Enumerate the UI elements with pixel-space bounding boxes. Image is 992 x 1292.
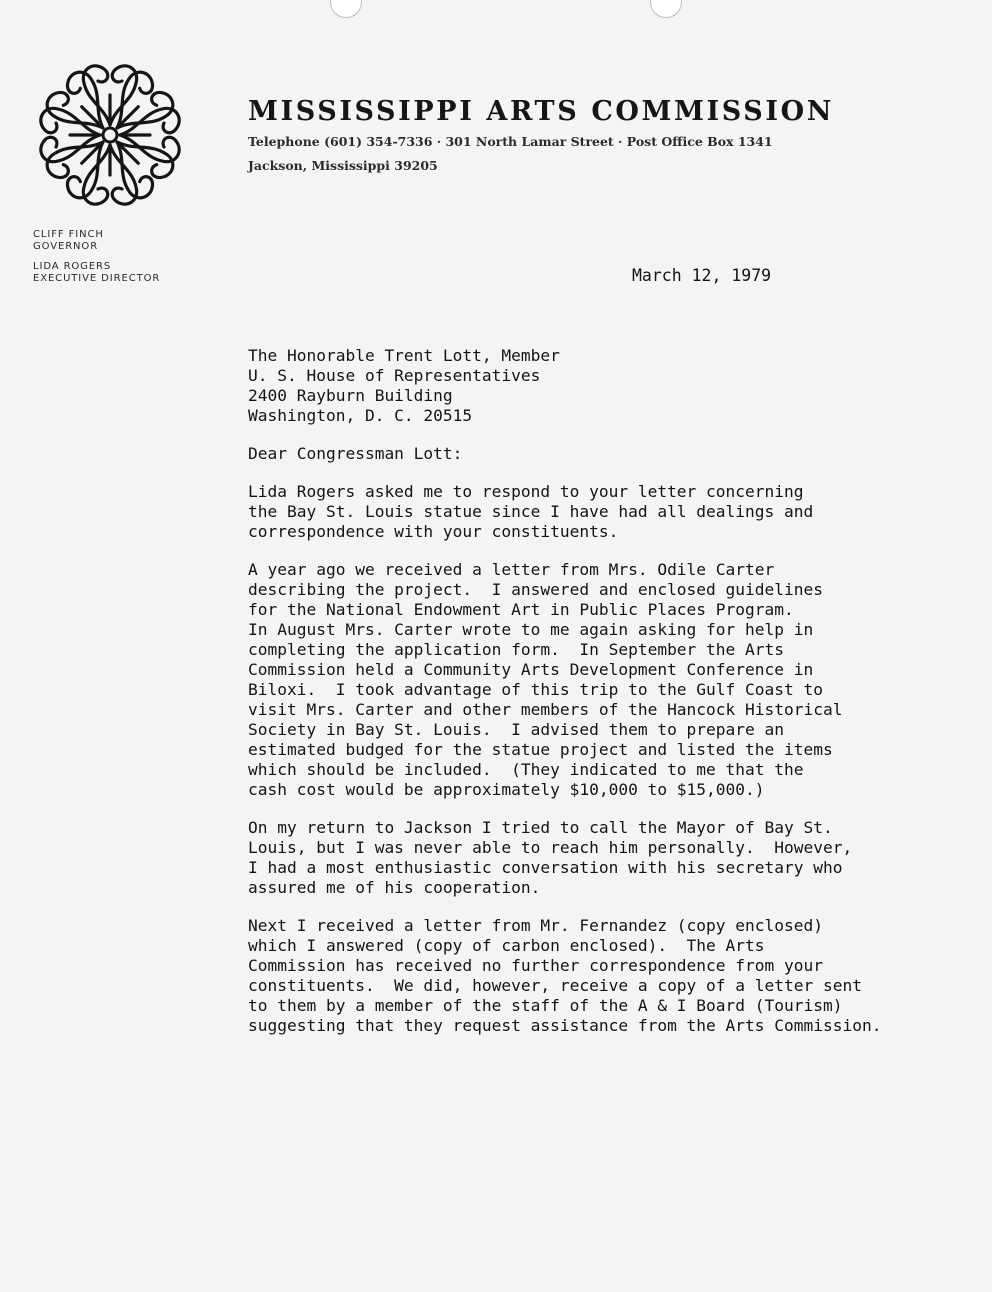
body-line: On my return to Jackson I tried to call the Mayor of Bay St.	[248, 818, 833, 837]
body-paragraph	[248, 916, 953, 1036]
body-paragraph	[248, 818, 953, 898]
body-line: visit Mrs. Carter and other members of the Hancock Historical	[248, 700, 843, 719]
letter-date: March 12, 1979	[632, 266, 772, 285]
inside-address-line: Washington, D. C. 20515	[248, 406, 473, 425]
salutation-line: Dear Congressman Lott:	[248, 444, 463, 463]
director-title: EXECUTIVE DIRECTOR	[33, 273, 161, 284]
punch-hole-right	[650, 0, 682, 18]
body-line: suggesting that they request assistance from the Arts Commission.	[248, 1016, 882, 1035]
body-line: cash cost would be approximately $10,000 to $15,000.)	[248, 780, 765, 799]
inside-address-line: U. S. House of Representatives	[248, 366, 541, 385]
body-line: correspondence with your constituents.	[248, 522, 619, 541]
body-line: completing the application form. In September the Arts	[248, 640, 785, 659]
governor-name: CLIFF FINCH	[33, 229, 104, 240]
officers-block	[33, 229, 160, 285]
body-line: assured me of his cooperation.	[248, 878, 541, 897]
body-line: Lida Rogers asked me to respond to your letter concerning	[248, 482, 804, 501]
salutation	[248, 444, 953, 464]
ornamental-rosette-logo	[30, 55, 190, 215]
inside-address-line: 2400 Rayburn Building	[248, 386, 453, 405]
body-line: In August Mrs. Carter wrote to me again asking for help in	[248, 620, 814, 639]
body-line: to them by a member of the staff of the A & I Board (Tourism)	[248, 996, 843, 1015]
body-line: A year ago we received a letter from Mrs. Odile Carter	[248, 560, 775, 579]
body-line: describing the project. I answered and enclosed guidelines	[248, 580, 823, 599]
letterhead-address-line2: Jackson, Mississippi 39205	[248, 158, 438, 173]
body-line: which I answered (copy of carbon enclosed). The Arts	[248, 936, 765, 955]
body-paragraph	[248, 560, 953, 800]
letterhead-address-line1: Telephone (601) 354-7336 · 301 North Lamar Street · Post Office Box 1341	[248, 134, 773, 149]
body-line: estimated budged for the statue project and listed the items	[248, 740, 833, 759]
body-line: Commission has received no further correspondence from your	[248, 956, 823, 975]
governor-title: GOVERNOR	[33, 241, 99, 252]
body-line: I had a most enthusiastic conversation with his secretary who	[248, 858, 843, 877]
inside-address-line: The Honorable Trent Lott, Member	[248, 346, 560, 365]
body-line: for the National Endowment Art in Public Places Program.	[248, 600, 794, 619]
body-line: Next I received a letter from Mr. Fernandez (copy enclosed)	[248, 916, 823, 935]
body-line: Commission held a Community Arts Development Conference in	[248, 660, 814, 679]
body-line: Biloxi. I took advantage of this trip to the Gulf Coast to	[248, 680, 823, 699]
body-line: constituents. We did, however, receive a copy of a letter sent	[248, 976, 862, 995]
body-line: Louis, but I was never able to reach him personally. However,	[248, 838, 853, 857]
director-name: LIDA ROGERS	[33, 261, 112, 272]
body-line: the Bay St. Louis statue since I have had all dealings and	[248, 502, 814, 521]
body-paragraph	[248, 482, 953, 542]
body-line: which should be included. (They indicated to me that the	[248, 760, 804, 779]
organization-name: MISSISSIPPI ARTS COMMISSION	[248, 96, 834, 127]
punch-hole-left	[330, 0, 362, 18]
letter-body	[248, 346, 953, 1054]
body-line: Society in Bay St. Louis. I advised them to prepare an	[248, 720, 785, 739]
inside-address	[248, 346, 953, 426]
